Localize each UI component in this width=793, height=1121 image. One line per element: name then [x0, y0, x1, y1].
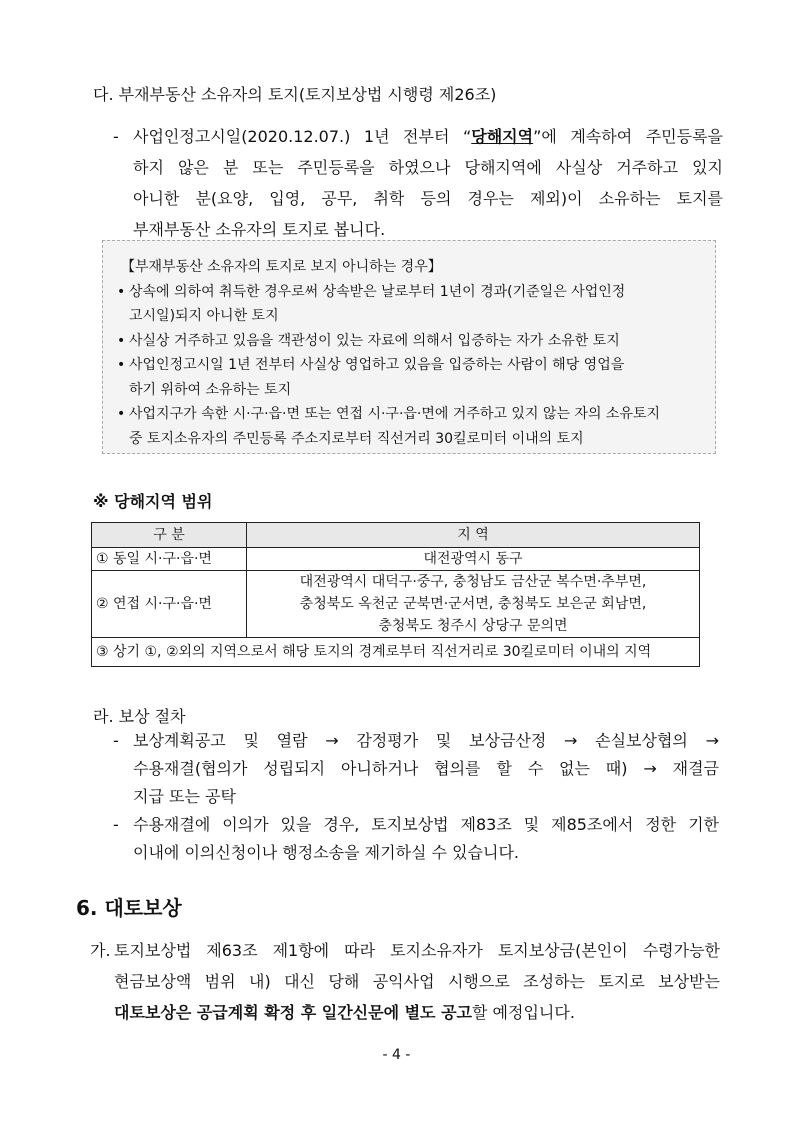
objection-line [113, 811, 719, 839]
section-da-line [113, 121, 723, 152]
highlight-term: 당해지역 [471, 127, 534, 146]
section-6-line [90, 935, 720, 966]
bullet-icon: • [117, 406, 126, 422]
dash-marker: - [113, 731, 119, 750]
dash-marker: - [113, 127, 119, 146]
header-category: 구 분 [92, 523, 247, 548]
note-box-title: 【부재부동산 소유자의 토지로 보지 아니하는 경우】 [121, 259, 442, 275]
section-6-text: 할 예정입니다. [472, 1003, 575, 1022]
section-da-text: 사업인정고시일(2020.12.07.) 1년 전부터 “ [133, 127, 472, 146]
section-da-line: 부재부동산 소유자의 토지로 봅니다. [133, 220, 386, 239]
section-6-text: 토지보상법 제63조 제1항에 따라 토지소유자가 토지보상금(본인이 수령가능한 [114, 941, 720, 960]
procedure-text: 보상계획공고 및 열람 → 감정평가 및 보상금산정 → 손실보상협의 → [133, 731, 719, 750]
note-item [117, 402, 701, 427]
note-item-text: 사실상 거주하고 있음을 객관성이 있는 자료에 의해서 입증하는 자가 소유한 토지 [129, 332, 620, 349]
note-item-cont: 고시일)되지 아니한 토지 [129, 308, 279, 324]
section-ra-body [113, 727, 719, 867]
note-item-text: 사업인정고시일 1년 전부터 사실상 영업하고 있음을 입증하는 사람이 해당 영업을 [129, 357, 625, 373]
bullet-icon: • [117, 283, 126, 300]
table-row [92, 571, 700, 638]
row2-line: 충청북도 옥천군 군북면·군서면, 충청북도 보은군 회남면, [299, 596, 647, 612]
page-number: - 4 - [382, 1047, 411, 1063]
section-6-line: 현금보상액 범위 내) 대신 당해 공익사업 시행으로 조성하는 토지로 보상받는 [114, 972, 720, 991]
section-6-body [90, 935, 720, 1028]
section-da-line: 하지 않은 분 또는 주민등록을 하였으나 당해지역에 사실상 거주하고 있지 [133, 158, 723, 177]
row3-value: ③ 상기 ①, ②외의 지역으로서 해당 토지의 경계로부터 직선거리로 30킬로미터 이내의 지역 [92, 638, 700, 667]
bullet-icon: • [117, 332, 126, 349]
section-da-body [113, 121, 723, 245]
section-6-heading: 6. 대토보상 [76, 896, 182, 920]
table-row [92, 548, 700, 571]
procedure-line: 지급 또는 공탁 [133, 787, 236, 806]
note-item [117, 280, 701, 305]
section-da-text: ”에 계속하여 주민등록을 [533, 127, 723, 146]
section-da-title: 다. 부재부동산 소유자의 토지(토지보상법 시행령 제26조) [93, 85, 497, 104]
region-title: ※ 당해지역 범위 [93, 492, 213, 511]
section-6-line [90, 997, 720, 1028]
note-item-cont: 하기 위하여 소유하는 토지 [129, 381, 292, 398]
row2-label: ② 연접 시·구·읍·면 [92, 571, 247, 638]
bold-notice: 대토보상은 공급계획 확정 후 일간신문에 별도 공고 [114, 1003, 472, 1022]
row2-line: 충청북도 청주시 상당구 문의면 [378, 618, 568, 634]
note-item [117, 329, 701, 354]
header-region: 지 역 [247, 523, 700, 548]
objection-line: 이내에 이의신청이나 행정소송을 제기하실 수 있습니다. [133, 843, 520, 862]
note-item-text: 사업지구가 속한 시·구·읍·면 또는 연접 시·구·읍·면에 거주하고 있지 않는 자의 소유토지 [129, 406, 661, 422]
bullet-icon: • [117, 357, 126, 373]
section-da-line: 아니한 분(요양, 입영, 공무, 취학 등의 경우는 제외)이 소유하는 토지를 [133, 189, 723, 208]
region-table [91, 522, 700, 667]
note-item-text: 상속에 의하여 취득한 경우로써 상속받은 날로부터 1년이 경과(기준일은 사업인정 [129, 283, 626, 300]
table-row [92, 638, 700, 667]
objection-text: 수용재결에 이의가 있을 경우, 토지보상법 제83조 및 제85조에서 정한 기한 [133, 815, 719, 834]
procedure-line [113, 727, 719, 755]
dash-marker: - [113, 815, 119, 834]
row2-value [247, 571, 700, 638]
note-item [117, 353, 701, 378]
row1-value: 대전광역시 동구 [247, 548, 700, 571]
row2-line: 대전광역시 대덕구·중구, 충청남도 금산군 복수면·추부면, [299, 574, 647, 590]
procedure-line: 수용재결(협의가 성립되지 아니하거나 협의를 할 수 없는 때) → 재결금 [133, 759, 719, 778]
row1-label: ① 동일 시·구·읍·면 [92, 548, 247, 571]
table-header-row [92, 523, 700, 548]
note-item-cont: 중 토지소유자의 주민등록 주소지로부터 직선거리 30킬로미터 이내의 토지 [129, 430, 584, 447]
item-label: 가. [90, 941, 111, 960]
section-ra-title: 라. 보상 절차 [93, 707, 186, 726]
exception-note-box [102, 240, 716, 454]
